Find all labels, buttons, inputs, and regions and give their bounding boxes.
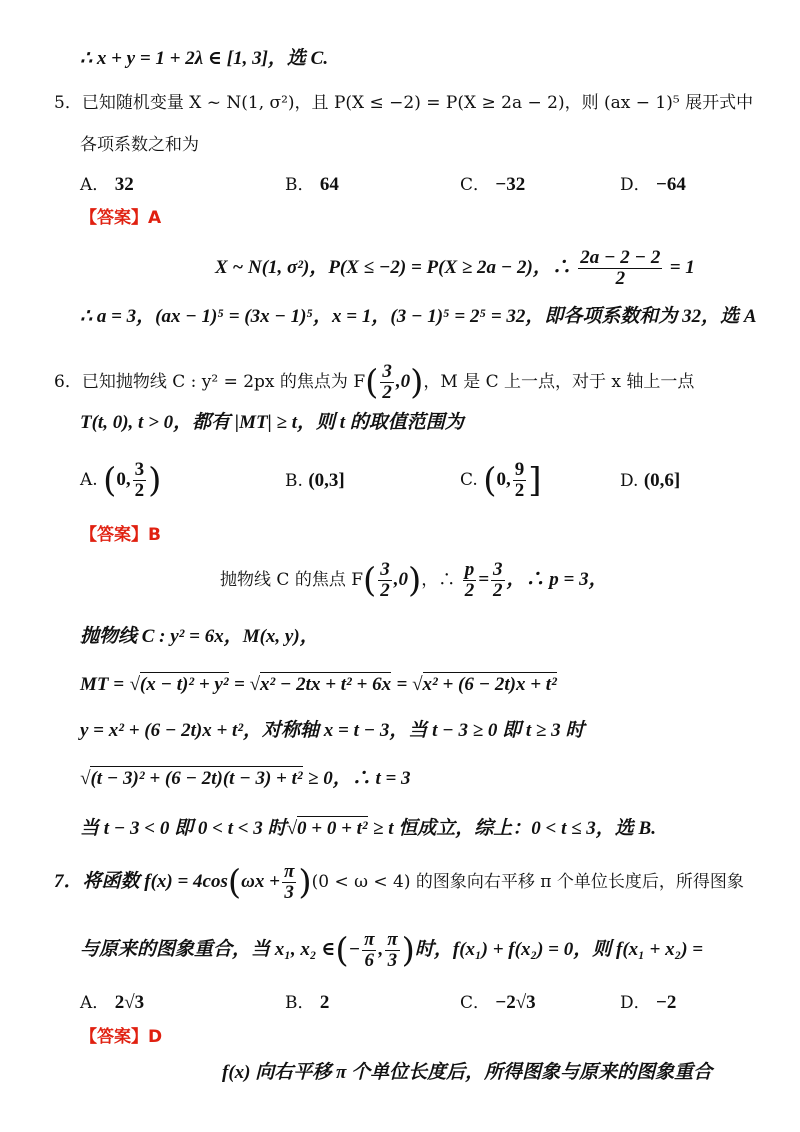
solution-line: 当 t − 3 < 0 即 0 < t < 3 时√0 + 0 + t² ≥ t 恒成立，综上：0 < t ≤ 3，选 B.	[80, 818, 656, 839]
answer-label: 【答案】B	[80, 525, 161, 545]
question-7-stem: 7．将函数 f(x) = 4cos(ωx + $\frac{\pi}{3}$ )(0 < ω < 4) 的图象向右平移 π 个单位长度后，所得图象	[54, 861, 744, 903]
option-d: D． −64	[620, 174, 686, 195]
option-b: B. (0,3]	[285, 470, 345, 491]
answer-label: 【答案】A	[80, 208, 162, 228]
solution-line: y = x² + (6 − 2t)x + t²，对称轴 x = t − 3，当 t − 3 ≥ 0 即 t ≥ 3 时	[80, 720, 585, 741]
solution-line: √(t − 3)² + (6 − 2t)(t − 3) + t² ≥ 0，∴ t = 3	[80, 768, 411, 789]
option-a: A． 2√3	[80, 992, 145, 1013]
solution-line: 抛物线 C : y² = 6x，M(x, y)，	[80, 626, 319, 647]
question-6-stem-cont: T(t, 0), t > 0，都有 |MT| ≥ t，则 t 的取值范围为	[80, 412, 464, 433]
question-5-stem: 5．已知随机变量 X ~ N(1, σ²)，且 P(X ≤ −2) = P(X ≥ 2a − 2)，则 (ax − 1)⁵ 展开式中	[54, 93, 754, 113]
option-a: A. (0, $\frac{3}{2}$ )	[80, 459, 162, 501]
solution-line: 抛物线 C 的焦点 F( $\frac{3}{2}$ ,0)，∴ $\frac{p}{2}$ = $\frac{3}{2}$ ，∴ p = 3，	[220, 559, 608, 601]
solution-line: X ~ N(1, σ²)，P(X ≤ −2) = P(X ≥ 2a − 2)，∴ $\frac{2a - 2 - 2}{2}$ = 1	[215, 247, 695, 289]
option-d: D. (0,6]	[620, 470, 681, 491]
option-c: C． −32	[460, 174, 526, 195]
question-5-options	[0, 170, 800, 194]
option-c: C. (0, $\frac{9}{2}$ ]	[460, 459, 542, 501]
option-c: C． −2√3	[460, 992, 536, 1013]
question-7-options	[0, 988, 800, 1012]
question-6-stem: 6．已知抛物线 C : y² = 2px 的焦点为 F( $\frac{3}{2}$ ,0)，M 是 C 上一点，对于 x 轴上一点	[54, 361, 695, 403]
option-a: A． 32	[80, 174, 134, 195]
option-d: D． −2	[620, 992, 677, 1013]
answer-label: 【答案】D	[80, 1027, 163, 1047]
solution-line: MT = √(x − t)² + y² = √x² − 2tx + t² + 6x = √x² + (6 − 2t)x + t²	[80, 674, 557, 695]
solution-line: ∴ a = 3，(ax − 1)⁵ = (3x − 1)⁵，x = 1，(3 − 1)⁵ = 2⁵ = 32，即各项系数和为 32，选 A	[80, 306, 757, 327]
text-line: ∴ x + y = 1 + 2λ ∈ [1, 3]，选 C.	[80, 48, 329, 69]
question-7-stem-cont: 与原来的图象重合，当 x₁, x₂ ∈(− $\frac{\pi}{6}$ , $\frac{\pi}{3}$ )时，f(x₁) + f(x₂) = 0，则 f(x₁ + x₂) =	[80, 929, 704, 971]
option-b: B． 2	[285, 992, 330, 1013]
question-6-options	[0, 460, 800, 504]
solution-line: f(x) 向右平移 π 个单位长度后，所得图象与原来的图象重合	[222, 1062, 713, 1083]
question-5-stem-cont: 各项系数之和为	[80, 135, 199, 155]
option-b: B． 64	[285, 174, 339, 195]
